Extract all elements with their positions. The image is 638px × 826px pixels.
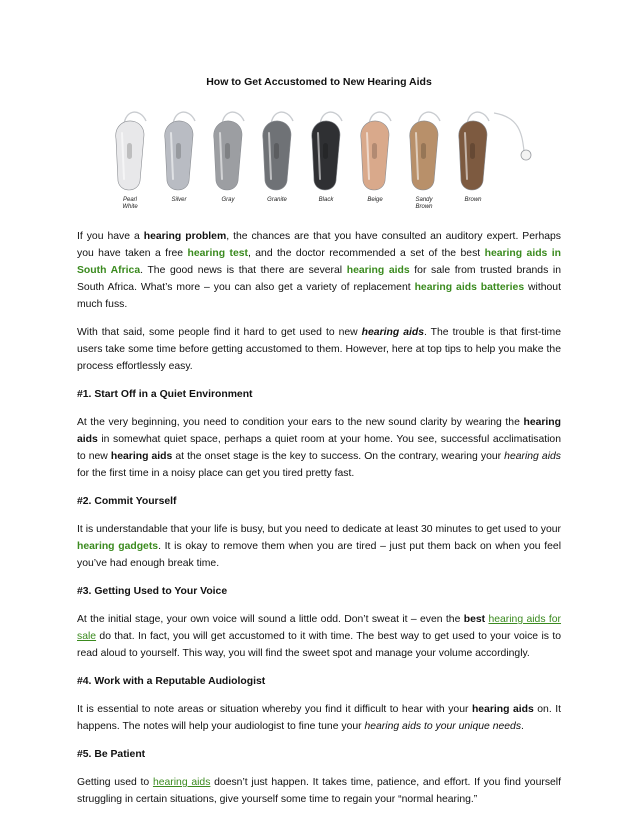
receiver-dome — [521, 150, 531, 160]
hearing-aids-link[interactable]: hearing aids — [346, 265, 410, 276]
tip-1-paragraph: At the very beginning, you need to condition your ears to the new sound clarity by wearing the hearing aids in somewhat quiet space, perhaps a quiet room at your home. You see, successful acclimatisation to new hearing aids at the onset stage is the key to success. On the contrary, wearing your hearing aids for the first time in a noisy place can get you tired pretty fast. — [77, 417, 561, 479]
hearing-aid-gray — [214, 112, 244, 203]
color-label: Silver — [171, 197, 187, 203]
hearing-aid-beige — [361, 112, 391, 203]
hearing-aid-black — [312, 112, 342, 203]
hearing-aid-granite — [263, 112, 293, 203]
tip-4-paragraph: It is essential to note areas or situation whereby you find it difficult to hear with your hearing aids on. It happens. The notes will help your audiologist to fine tune your hearing aids to your unique needs. — [77, 704, 561, 732]
hearing-aids-batteries-link[interactable]: hearing aids batteries — [414, 282, 525, 293]
color-label: Beige — [367, 197, 383, 203]
tip-1-heading: #1. Start Off in a Quiet Environment — [77, 389, 253, 400]
color-label: Black — [318, 197, 334, 203]
color-label-line-2: White — [122, 204, 138, 210]
tip-3-paragraph: At the initial stage, your own voice will sound a little odd. Don’t sweat it – even the best hearing aids for sale do that. In fact, you will get accustomed to it with time. The best way to get used to your voice is to read aloud to yourself. This way, you will find the sweet spot and manage your volume accordingly. — [77, 614, 562, 659]
tip-3-heading: #3. Getting Used to Your Voice — [77, 586, 228, 597]
hearing-aid-silver — [165, 112, 195, 203]
tip-2-heading: #2. Commit Yourself — [77, 496, 177, 507]
intro-paragraph: If you have a hearing problem, the chances are that you have consulted an auditory expert. Perhaps you have taken a free hearing test, and the doctor recommended a set of the best hearing aids in South Africa. The good news is that there are several hearing aids for sale from trusted brands in South Africa. What’s more – you can also get a variety of replacement hearing aids batteries without much fuss. — [77, 231, 562, 310]
tip-4-heading: #4. Work with a Reputable Audiologist — [77, 676, 266, 687]
color-label-line-2: Brown — [415, 204, 433, 210]
article-body — [77, 228, 561, 819]
receiver-wire — [494, 113, 524, 151]
hearing-aid-sandy — [410, 112, 440, 210]
color-label: Pearl — [122, 197, 138, 203]
hearing-problem-term: hearing problem — [143, 231, 227, 242]
color-label: Brown — [464, 197, 482, 203]
hearing-aids-south-africa-link[interactable]: hearing aids in South Africa — [77, 248, 561, 276]
second-paragraph: With that said, some people find it hard to get used to new hearing aids. The trouble is that first-time users take some time before getting accustomed to them. However, here at top tips to help you make the process effortlessly easy. — [77, 327, 561, 372]
hearing-aids-inline-link[interactable]: hearing aids — [152, 777, 211, 788]
hearing-aids-emphasis: hearing aids — [361, 327, 424, 338]
tip-2-paragraph: It is understandable that your life is busy, but you need to dedicate at least 30 minutes to get used to your hearing gadgets. It is okay to remove them when you are tired – just put them back on when you feel you’ve had enough break time. — [77, 524, 561, 569]
document-title: How to Get Accustomed to New Hearing Aids — [206, 76, 432, 88]
color-label: Gray — [221, 197, 235, 203]
hearing-aid-brown — [459, 112, 489, 203]
color-label: Sandy — [415, 197, 433, 203]
hearing-test-link[interactable]: hearing test — [187, 248, 248, 259]
color-label: Granite — [267, 197, 287, 203]
tip-5-heading: #5. Be Patient — [77, 749, 146, 760]
hearing-aids-for-sale-link[interactable]: hearing aids for sale — [77, 614, 562, 642]
tip-5-paragraph: Getting used to hearing aids doesn’t just happen. It takes time, patience, and effort. If you find yourself struggling in certain situations, give yourself some time to regain your “normal hearing.” — [77, 777, 561, 805]
hearing-aid-color-lineup — [108, 103, 548, 213]
hearing-gadgets-link[interactable]: hearing gadgets — [77, 541, 159, 552]
hearing-aid-pearl — [116, 112, 146, 210]
